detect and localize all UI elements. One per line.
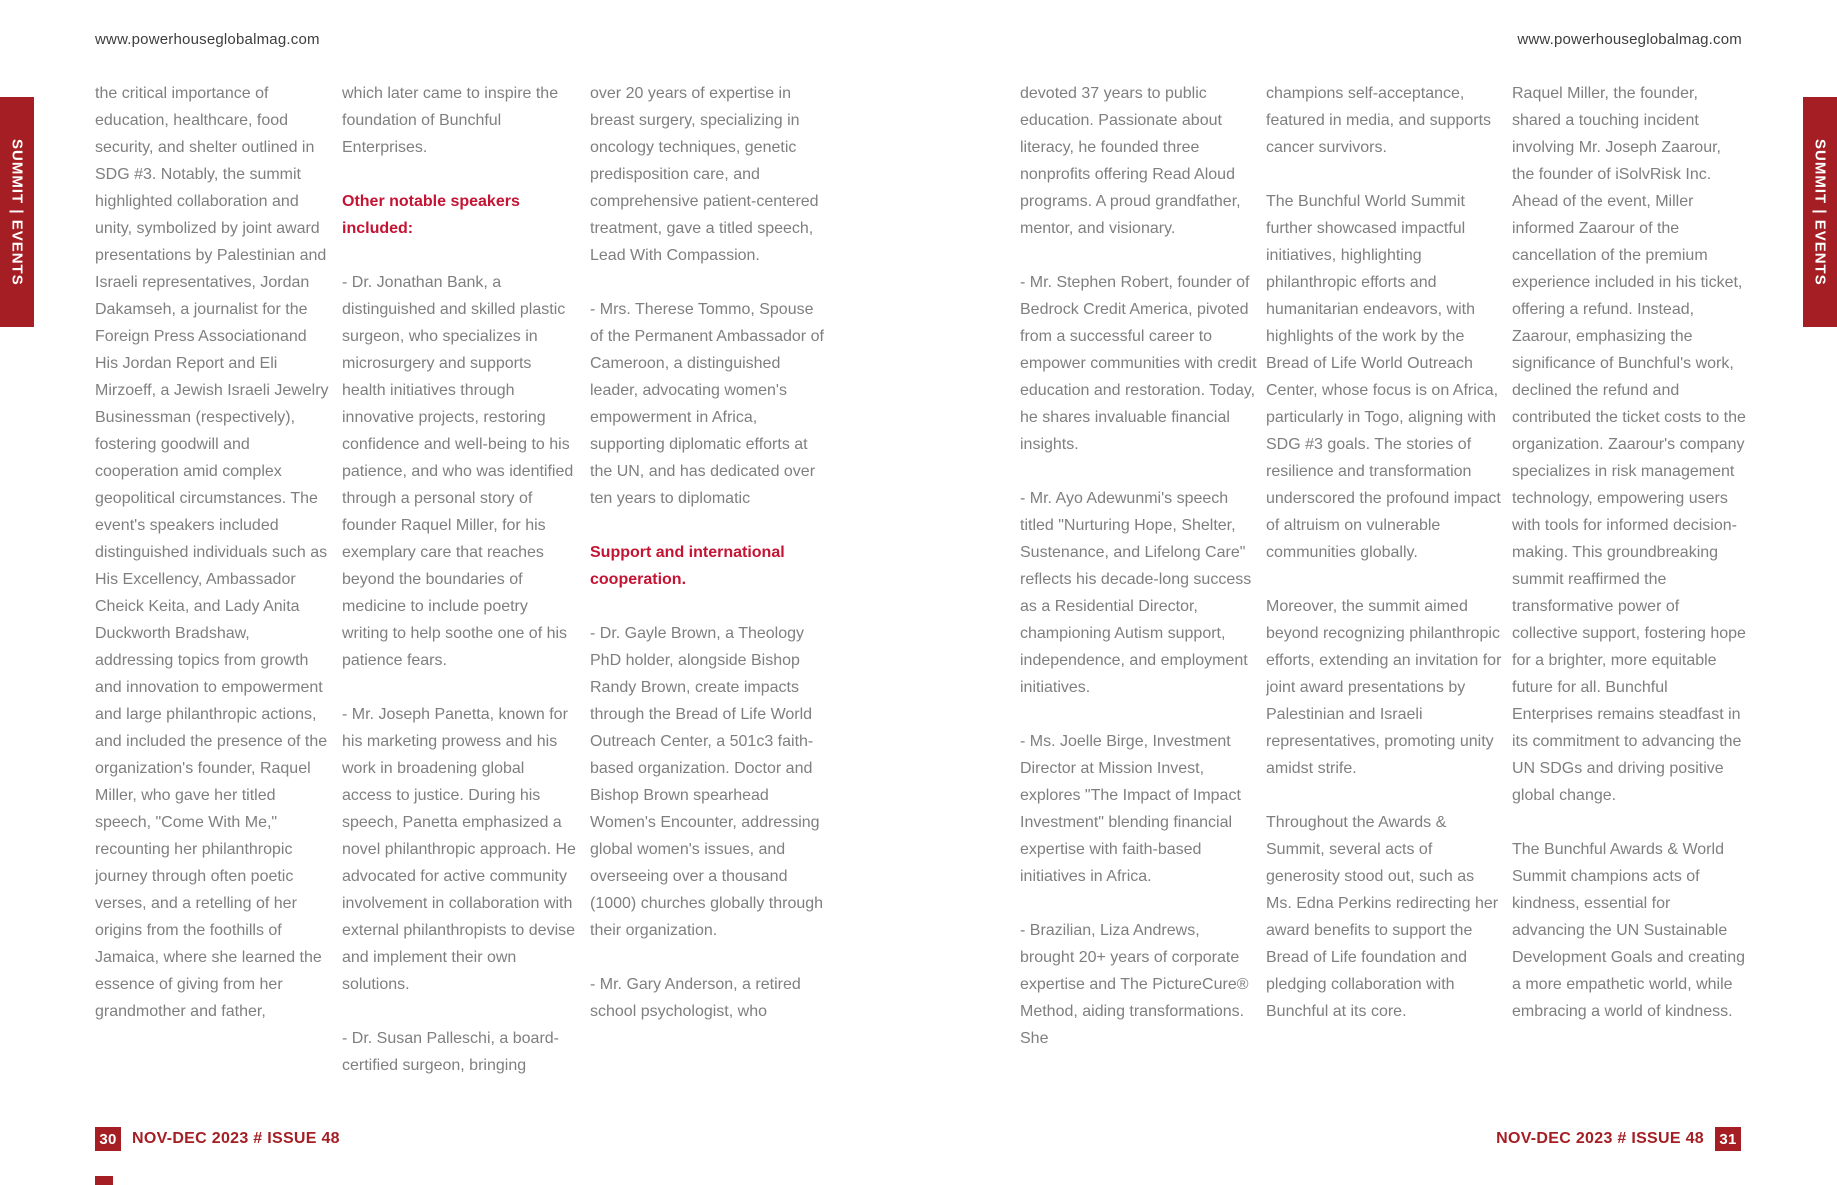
page-number-badge: 31 <box>1715 1127 1741 1151</box>
paragraph: over 20 years of expertise in breast surgery, specializing in oncology techniques, genetic predisposition care, and comprehensive patient-centered treatment, gave a titled speech, Lead With Compassion. <box>590 85 819 264</box>
paragraph: - Dr. Gayle Brown, a Theology PhD holder, alongside Bishop Randy Brown, create impacts through the Bread of Life World Outreach Center, a 501c3 faith-based organization. Doctor and Bishop Brown spearhead Women's Encounter, addressing global women's issues, and overseeing over a thousand (1000) churches globally through their organization. <box>590 625 824 939</box>
paragraph: - Mr. Gary Anderson, a retired school psychologist, who <box>590 976 801 1020</box>
section-heading: Support and international cooperation. <box>590 544 785 588</box>
text-column <box>1266 80 1504 1128</box>
paragraph: - Ms. Joelle Birge, Investment Director at Mission Invest, explores "The Impact of Impact Investment" blending financial expertise with faith-based initiatives in Africa. <box>1020 733 1241 885</box>
issue-label: NOV-DEC 2023 # ISSUE 48 <box>132 1130 340 1147</box>
paragraph: - Dr. Jonathan Bank, a distinguished and skilled plastic surgeon, who specializes in microsurgery and supports health initiatives through innovative projects, restoring confidence and well-being to his patience, and who was identified through a personal story of founder Raquel Miller, for his exemplary care that reaches beyond the boundaries of medicine to include poetry writing to help soothe one of his patience fears. <box>342 274 574 669</box>
text-column <box>1512 80 1746 1128</box>
paragraph: The Bunchful Awards & World Summit champions acts of kindness, essential for advancing the UN Sustainable Development Goals and creating a more empathetic world, while embracing a world of kindness. <box>1512 841 1746 1020</box>
paragraph: champions self-acceptance, featured in media, and supports cancer survivors. <box>1266 85 1492 156</box>
paragraph: - Mr. Stephen Robert, founder of Bedrock Credit America, pivoted from a successful career to empower communities with credit education and restoration. Today, he shares invaluable financial insights. <box>1020 274 1257 453</box>
text-column <box>1020 80 1258 1128</box>
footer-left <box>95 1126 340 1152</box>
paragraph: Throughout the Awards & Summit, several acts of generosity stood out, such as Ms. Edna Perkins redirecting her award benefits to support the Bread of Life foundation and pledging collaboration with Bunchful at its core. <box>1266 814 1499 1020</box>
paragraph: Moreover, the summit aimed beyond recognizing philanthropic efforts, extending an invitation for joint award presentations by Palestinian and Israeli representatives, promoting unity amidst strife. <box>1266 598 1502 777</box>
paragraph: - Mr. Joseph Panetta, known for his marketing prowess and his work in broadening global access to justice. During his speech, Panetta emphasized a novel philanthropic approach. He advocated for active community involvement in collaboration with external philanthropists to devise and implement their own solutions. <box>342 706 576 993</box>
section-heading: Other notable speakers included: <box>342 193 520 237</box>
paragraph: - Mr. Ayo Adewunmi's speech titled "Nurturing Hope, Shelter, Sustenance, and Lifelong Care" reflects his decade-long success as a Residential Director, championing Autism support, independence, and employment initiatives. <box>1020 490 1252 696</box>
paragraph: - Brazilian, Liza Andrews, brought 20+ years of corporate expertise and The PictureCure® Method, aiding transformations. She <box>1020 922 1249 1047</box>
paragraph: Raquel Miller, the founder, shared a touching incident involving Mr. Joseph Zaarour, the founder of iSolvRisk Inc. Ahead of the event, Miller informed Zaarour of the cancellation of the premium experience included in his ticket, offering a refund. Instead, Zaarour, emphasizing the significance of Bunchful's work, declined the refund and contributed the ticket costs to the organization. Zaarour's company specializes in risk management technology, empowering users with tools for informed decision-making. This groundbreaking summit reaffirmed the transformative power of collective support, fostering hope for a brighter, more equitable future for all. Bunchful Enterprises remains steadfast in its commitment to advancing the UN SDGs and driving positive global change. <box>1512 85 1746 804</box>
footer-right <box>1496 1126 1741 1152</box>
paragraph: devoted 37 years to public education. Passionate about literacy, he founded three nonprofits offering Read Aloud programs. A proud grandfather, mentor, and visionary. <box>1020 85 1241 237</box>
page-corner-mark <box>95 1176 113 1185</box>
section-tab-right: SUMMIT | EVENTS <box>1803 97 1837 327</box>
section-tab-left: SUMMIT | EVENTS <box>0 97 34 327</box>
text-column <box>342 80 576 1128</box>
paragraph: - Mrs. Therese Tommo, Spouse of the Permanent Ambassador of Cameroon, a distinguished leader, advocating women's empowerment in Africa, supporting diplomatic efforts at the UN, and has dedicated over ten years to diplomatic <box>590 301 824 507</box>
paragraph: which later came to inspire the foundation of Bunchful Enterprises. <box>342 85 559 156</box>
text-column <box>95 80 329 1128</box>
magazine-url-right: www.powerhouseglobalmag.com <box>1517 31 1742 48</box>
issue-label: NOV-DEC 2023 # ISSUE 48 <box>1496 1130 1704 1147</box>
paragraph: the critical importance of education, healthcare, food security, and shelter outlined in SDG #3. Notably, the summit highlighted collaboration and unity, symbolized by joint award presentations by Palestinian and Israeli representatives, Jordan Dakamseh, a journalist for the Foreign Press Associationand His Jordan Report and Eli Mirzoeff, a Jewish Israeli Jewelry Businessman (respectively), fostering goodwill and cooperation amid complex geopolitical circumstances. The event's speakers included distinguished individuals such as His Excellency, Ambassador Cheick Keita, and Lady Anita Duckworth Bradshaw, addressing topics from growth and innovation to empowerment and large philanthropic actions, and included the presence of the organization's founder, Raquel Miller, who gave her titled speech, "Come With Me," recounting her philanthropic journey through often poetic verses, and a retelling of her origins from the foothills of Jamaica, where she learned the essence of giving from her grandmother and father, <box>95 85 329 1020</box>
page-number-badge: 30 <box>95 1127 121 1151</box>
paragraph: - Dr. Susan Palleschi, a board-certified surgeon, bringing <box>342 1030 559 1074</box>
magazine-url-left: www.powerhouseglobalmag.com <box>95 31 320 48</box>
paragraph: The Bunchful World Summit further showcased impactful initiatives, highlighting philanthropic efforts and humanitarian endeavors, with highlights of the work by the Bread of Life World Outreach Center, whose focus is on Africa, particularly in Togo, aligning with SDG #3 goals. The stories of resilience and transformation underscored the profound impact of altruism on vulnerable communities globally. <box>1266 193 1501 561</box>
text-column <box>590 80 824 1128</box>
